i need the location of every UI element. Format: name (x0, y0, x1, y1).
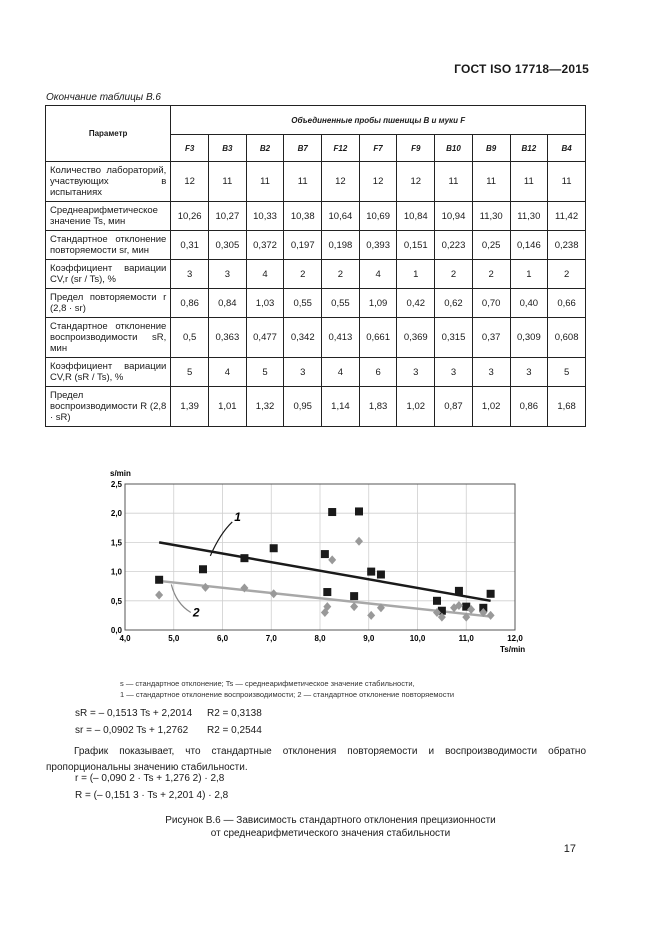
table-cell: 1,39 (171, 387, 209, 427)
table-cell: 0,315 (435, 318, 473, 358)
data-point-diamond (355, 537, 363, 546)
equation-sr: sr = – 0,0902 Ts + 1,2762 (75, 725, 189, 736)
table-row (46, 318, 586, 358)
table-cell: 1,01 (209, 387, 247, 427)
data-point-square (321, 550, 329, 558)
data-point-square (270, 544, 278, 552)
table-cell: 0,31 (171, 231, 209, 260)
column-header: B10 (435, 135, 473, 162)
x-tick-label: 12,0 (507, 634, 523, 643)
table-cell: 0,146 (510, 231, 548, 260)
table-row (46, 358, 586, 387)
table-cell: 0,87 (435, 387, 473, 427)
table-cell: 0,84 (209, 289, 247, 318)
table-cell: 3 (435, 358, 473, 387)
table-cell: 10,33 (246, 202, 284, 231)
table-row (46, 387, 586, 427)
table-cell: 1,02 (397, 387, 435, 427)
table-cell: 0,342 (284, 318, 322, 358)
body-paragraph: График показывает, что стандартные отклонения повторяемости и воспроизводимости обратно пропорциональны значению стабильности. (46, 746, 586, 773)
table-cell: 2 (322, 260, 360, 289)
table-cell: 0,198 (322, 231, 360, 260)
data-point-diamond (201, 583, 209, 592)
data-point-diamond (328, 555, 336, 564)
column-header: F7 (359, 135, 397, 162)
data-point-square (328, 508, 336, 516)
column-header: F3 (171, 135, 209, 162)
table-cell: 11 (284, 162, 322, 202)
table-cell: 0,40 (510, 289, 548, 318)
table-cell: 0,305 (209, 231, 247, 260)
table-cell: 0,42 (397, 289, 435, 318)
y-tick-label: 0,0 (110, 626, 122, 635)
data-point-square (433, 597, 441, 605)
y-tick-label: 0,5 (110, 596, 122, 606)
table-cell: 5 (171, 358, 209, 387)
x-tick-label: 7,0 (265, 634, 277, 643)
parameters-table (45, 105, 586, 427)
table-cell: 11,30 (510, 202, 548, 231)
table-cell: 3 (472, 358, 510, 387)
table-cell: 11 (246, 162, 284, 202)
x-tick-label: 9,0 (363, 634, 375, 643)
x-tick-label: 4,0 (119, 634, 131, 643)
table-cell: 4 (359, 260, 397, 289)
table-cell: 10,26 (171, 202, 209, 231)
table-cell: 10,27 (209, 202, 247, 231)
line-label-1: 1 (234, 509, 241, 524)
table-row (46, 162, 586, 202)
table-cell: 3 (209, 260, 247, 289)
table-row (46, 289, 586, 318)
x-tick-label: 11,0 (458, 634, 474, 643)
table-cell: 1,09 (359, 289, 397, 318)
table-cell: 1,83 (359, 387, 397, 427)
table-cell: 10,84 (397, 202, 435, 231)
table-cell: 0,37 (472, 318, 510, 358)
table-cell: 0,393 (359, 231, 397, 260)
table-cell: 10,69 (359, 202, 397, 231)
table-cell: 0,372 (246, 231, 284, 260)
row-label: Коэффициент вариации CV,r (sr / Ts), % (46, 260, 171, 289)
table-cell: 0,369 (397, 318, 435, 358)
table-cell: 1 (397, 260, 435, 289)
y-tick-label: 1,0 (110, 567, 122, 577)
table-cell: 12 (397, 162, 435, 202)
x-tick-label: 6,0 (216, 634, 229, 643)
table-cell: 3 (171, 260, 209, 289)
table-cell: 3 (397, 358, 435, 387)
table-cell: 2 (472, 260, 510, 289)
row-label: Предел воспроизводимости R (2,8 · sR) (46, 387, 171, 427)
column-header: B3 (209, 135, 247, 162)
table-body (46, 162, 586, 427)
data-point-square (367, 568, 375, 576)
x-tick-label: 8,0 (314, 634, 326, 643)
group-header: Объединенные пробы пшеницы B и муки F (171, 106, 586, 135)
table-cell: 0,66 (548, 289, 586, 318)
table-cell: 11,30 (472, 202, 510, 231)
table-cell: 0,413 (322, 318, 360, 358)
row-label: Среднеарифметическое значение Ts, мин (46, 202, 171, 231)
y-tick-label: 2,5 (110, 480, 122, 489)
table-cell: 0,55 (322, 289, 360, 318)
leader-line-2 (171, 584, 191, 612)
row-label: Количество лабораторий, участвующих в испытаниях (46, 162, 171, 202)
table-cell: 4 (246, 260, 284, 289)
data-point-square (355, 507, 363, 515)
table-cell: 0,86 (510, 387, 548, 427)
table-cell: 11,42 (548, 202, 586, 231)
row-label: Коэффициент вариации CV,R (sR / Ts), % (46, 358, 171, 387)
formula-R: R = (– 0,151 3 · Ts + 2,201 4) · 2,8 (75, 790, 229, 801)
chart-notes (120, 678, 454, 700)
table-cell: 1 (510, 260, 548, 289)
data-point-diamond (155, 590, 163, 599)
data-point-square (155, 576, 163, 584)
table-cell: 0,661 (359, 318, 397, 358)
column-header: B7 (284, 135, 322, 162)
data-point-diamond (487, 611, 495, 620)
table-row (46, 202, 586, 231)
equation-r2-r: R2 = 0,2544 (207, 725, 262, 736)
param-header: Параметр (46, 106, 171, 162)
y-tick-label: 1,5 (110, 538, 122, 548)
table-cell: 10,94 (435, 202, 473, 231)
table-cell: 6 (359, 358, 397, 387)
table-cell: 1,02 (472, 387, 510, 427)
data-point-square (455, 587, 463, 595)
table-cell: 2 (435, 260, 473, 289)
data-point-square (350, 592, 358, 600)
table-cell: 12 (322, 162, 360, 202)
equation-r2-R: R2 = 0,3138 (207, 708, 262, 719)
standard-header: ГОСТ ISO 17718—2015 (454, 62, 589, 76)
column-header: B4 (548, 135, 586, 162)
table-cell: 12 (171, 162, 209, 202)
table-cell: 0,86 (171, 289, 209, 318)
column-header: B12 (510, 135, 548, 162)
row-label: Стандартное отклонение повторяемости sr, мин (46, 231, 171, 260)
table-cell: 1,03 (246, 289, 284, 318)
column-header: B2 (246, 135, 284, 162)
table-cell: 3 (510, 358, 548, 387)
x-axis-label: Ts/min (500, 645, 526, 654)
column-header: F12 (322, 135, 360, 162)
table-cell: 1,14 (322, 387, 360, 427)
table-cell: 0,309 (510, 318, 548, 358)
figure-caption-line1: Рисунок В.6 — Зависимость стандартного отклонения прецизионности (165, 815, 496, 826)
data-point-square (377, 571, 385, 579)
y-tick-label: 2,0 (110, 509, 122, 519)
y-axis-label: s/min (110, 469, 131, 478)
table-cell: 4 (322, 358, 360, 387)
chart-svg (100, 462, 530, 667)
row-label: Предел повторяемости r (2,8 · sr) (46, 289, 171, 318)
x-tick-label: 5,0 (168, 634, 180, 643)
row-label: Стандартное отклонение воспроизводимости sR, мин (46, 318, 171, 358)
table-cell: 0,238 (548, 231, 586, 260)
table-cell: 2 (548, 260, 586, 289)
table-cell: 0,55 (284, 289, 322, 318)
table-cell: 10,64 (322, 202, 360, 231)
data-point-square (323, 588, 331, 596)
equation-sR: sR = – 0,1513 Ts + 2,2014 (75, 708, 193, 719)
chart-note-2: 1 — стандартное отклонение воспроизводимости; 2 — стандартное отклонение повторяемости (120, 690, 455, 699)
table-cell: 11 (548, 162, 586, 202)
table-cell: 5 (246, 358, 284, 387)
chart (100, 462, 530, 667)
chart-note-1: s — стандартное отклонение; Ts — среднеарифметическое значение стабильности, (120, 679, 415, 688)
table-cell: 0,223 (435, 231, 473, 260)
page-number: 17 (563, 843, 576, 855)
x-tick-label: 10,0 (409, 634, 426, 643)
table-cell: 12 (359, 162, 397, 202)
table-cell: 0,62 (435, 289, 473, 318)
data-point-square (240, 554, 248, 562)
table-cell: 0,363 (209, 318, 247, 358)
table-caption: Окончание таблицы В.6 (46, 92, 161, 103)
formula-r: r = (– 0,090 2 · Ts + 1,276 2) · 2,8 (75, 773, 225, 784)
table-cell: 11 (209, 162, 247, 202)
data-point-diamond (350, 602, 358, 611)
table-cell: 11 (435, 162, 473, 202)
table-cell: 1,32 (246, 387, 284, 427)
column-header: B9 (472, 135, 510, 162)
table-cell: 5 (548, 358, 586, 387)
table-row (46, 260, 586, 289)
table-cell: 0,197 (284, 231, 322, 260)
data-point-square (199, 565, 207, 573)
table-cell: 2 (284, 260, 322, 289)
table-row (46, 231, 586, 260)
table-cell: 11 (472, 162, 510, 202)
table-cell: 1,68 (548, 387, 586, 427)
table-cell: 0,25 (472, 231, 510, 260)
data-point-square (487, 590, 495, 598)
table-cell: 11 (510, 162, 548, 202)
table-cell: 0,70 (472, 289, 510, 318)
table-cell: 10,38 (284, 202, 322, 231)
line-label-2: 2 (192, 605, 200, 620)
figure-caption-line2: от среднеарифметического значения стабильности (210, 828, 451, 839)
table-cell: 0,95 (284, 387, 322, 427)
table-cell: 0,5 (171, 318, 209, 358)
table-cell: 4 (209, 358, 247, 387)
table-cell: 3 (284, 358, 322, 387)
table-cell: 0,608 (548, 318, 586, 358)
table-cell: 0,151 (397, 231, 435, 260)
column-header: F9 (397, 135, 435, 162)
table-cell: 0,477 (246, 318, 284, 358)
